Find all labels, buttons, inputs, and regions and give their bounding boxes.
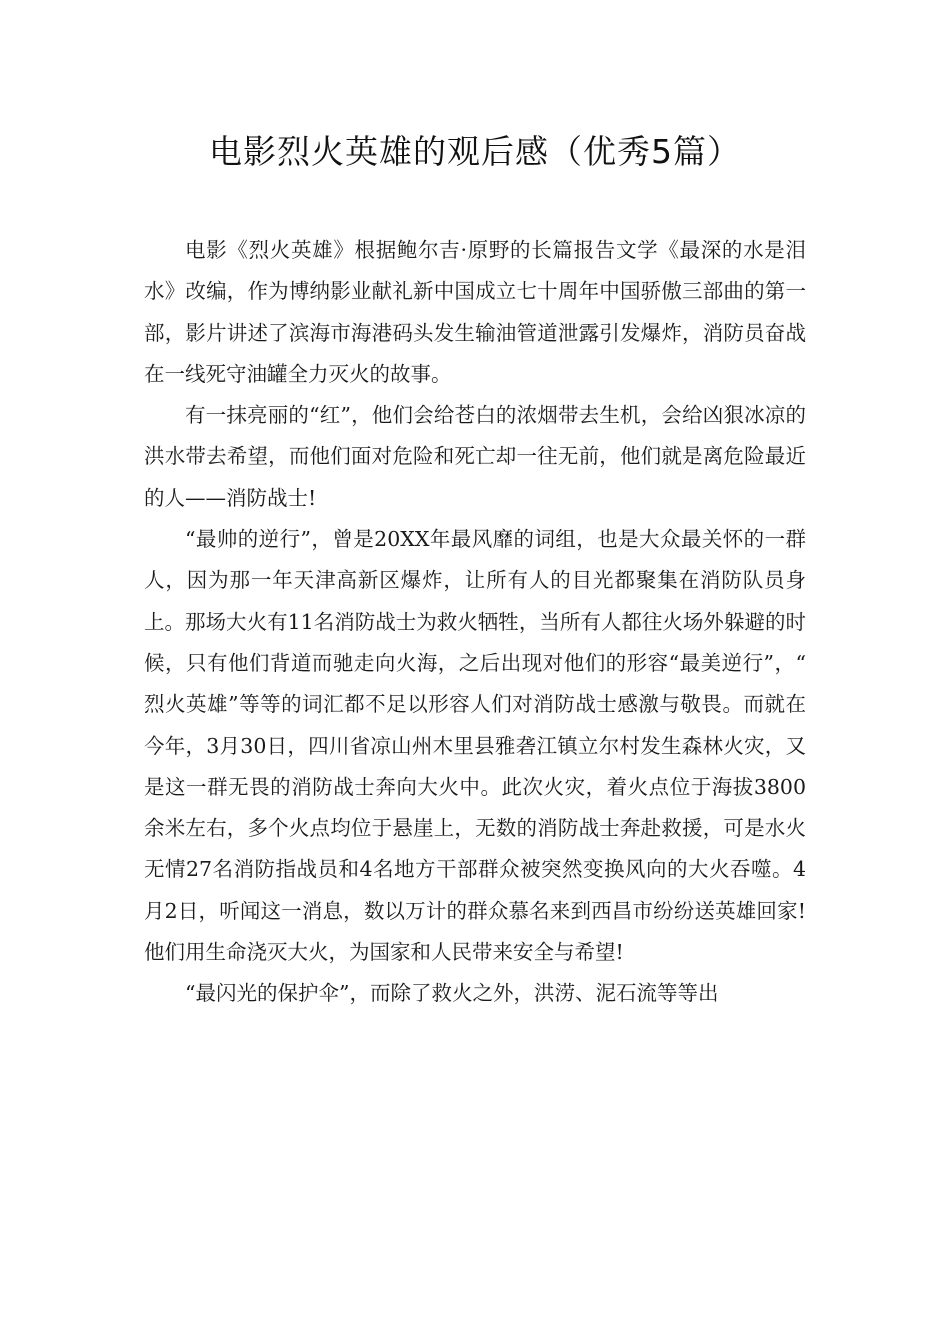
paragraph-1: 电影《烈火英雄》根据鲍尔吉·原野的长篇报告文学《最深的水是泪水》改编，作为博纳影业献礼新中国成立七十周年中国骄傲三部曲的第一部，影片讲述了滨海市海港码头发生输油管道泄露引发爆炸，消防员奋战在一线死守油罐全力灭火的故事。: [144, 238, 806, 386]
paragraph-3: “最帅的逆行”，曾是20XX年最风靡的词组，也是大众最关怀的一群人，因为那一年天津高新区爆炸，让所有人的目光都聚集在消防队员身上。那场大火有11名消防战士为救火牺牲，当所有人都往火场外躲避的时候，只有他们背道而驰走向火海，之后出现对他们的形容“最美逆行”，“ 烈火英雄”等等的词汇都不足以形容人们对消防战士感激与敬畏。而就在今年，3月30日，四川省凉山州木里县雅砻江镇立尔村发生森林火灾，又是这一群无畏的消防战士奔向大火中。此次火灾，着火点位于海拔3800余米左右，多个火点均位于悬崖上，无数的消防战士奔赴救援，可是水火无情27名消防指战员和4名地方干部群众被突然变换风向的大火吞噬。4月2日，听闻这一消息，数以万计的群众慕名来到西昌市纷纷送英雄回家!他们用生命浇灭大火，为国家和人民带来安全与希望!: [144, 527, 806, 965]
paragraph-4: “最闪光的保护伞”，而除了救火之外，洪涝、泥石流等等出: [185, 981, 719, 1006]
document-body: [144, 230, 806, 1015]
paragraph-2: 有一抹亮丽的“红”，他们会给苍白的浓烟带去生机，会给凶狠冰凉的洪水带去希望，而他们面对危险和死亡却一往无前，他们就是离危险最近的人——消防战士!: [144, 403, 806, 510]
document-title: 电影烈火英雄的观后感（优秀5篇）: [209, 132, 741, 171]
